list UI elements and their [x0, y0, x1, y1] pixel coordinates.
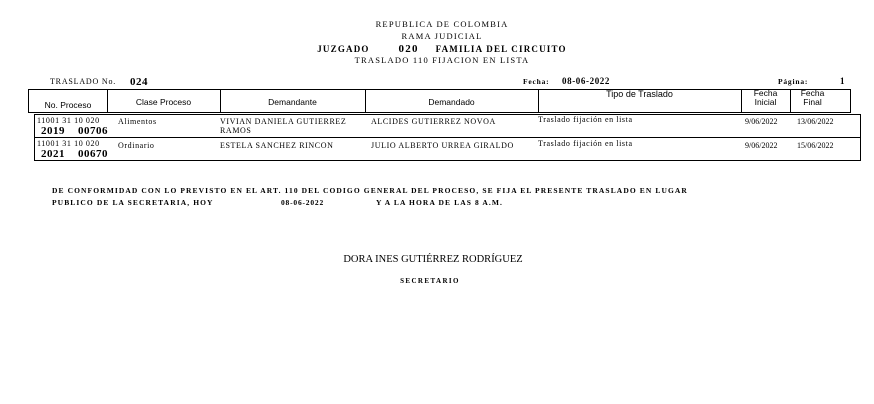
row-clase: Alimentos: [118, 117, 157, 126]
juzgado-number: 020: [398, 43, 419, 55]
signature-title: SECRETARIO: [400, 277, 460, 285]
col-header-fecha-inicial: [741, 89, 790, 107]
col-header-tipo: Tipo de Traslado: [606, 89, 673, 99]
header-line-republica: REPUBLICA DE COLOMBIA: [375, 19, 509, 29]
row-year: 2019: [41, 125, 65, 137]
signature-name: DORA INES GUTIÉRREZ RODRÍGUEZ: [343, 254, 523, 265]
row-tipo: Traslado fijación en lista: [538, 115, 633, 124]
fecha-label: Fecha:: [523, 77, 550, 86]
row-clase: Ordinario: [118, 141, 155, 150]
header-subtitle: TRASLADO 110 FIJACION EN LISTA: [354, 55, 530, 65]
fecha-inicial-line2: Inicial: [754, 97, 777, 107]
row-fecha-final: 13/06/2022: [797, 117, 834, 126]
pagina-label: Página:: [778, 77, 809, 86]
juzgado-name: FAMILIA DEL CIRCUITO: [435, 44, 567, 54]
header-juzgado: [0, 43, 874, 55]
row-demandante: VIVIAN DANIELA GUTIERREZ: [220, 117, 347, 126]
row-demandante: ESTELA SANCHEZ RINCON: [220, 141, 334, 150]
row-year: 2021: [41, 148, 65, 160]
notice-line2-hour: Y A LA HORA DE LAS 8 A.M.: [376, 198, 504, 207]
row-divider: [34, 137, 861, 138]
pagina-value: 1: [840, 76, 845, 86]
row-number: 00670: [78, 148, 108, 160]
fecha-final-line1: Fecha: [800, 88, 825, 98]
col-header-no-proceso: No. Proceso: [44, 100, 92, 110]
row-fecha-inicial: 9/06/2022: [745, 141, 778, 150]
notice-line2-date: 08-06-2022: [281, 198, 324, 207]
col-header-fecha-final: [790, 89, 835, 107]
fecha-final-line2: Final: [803, 97, 822, 107]
notice-line2-text: PUBLICO DE LA SECRETARIA, HOY: [52, 198, 214, 207]
col-header-demandante: Demandante: [268, 97, 317, 107]
fecha-inicial-line1: Fecha: [753, 88, 778, 98]
row-tipo: Traslado fijación en lista: [538, 139, 633, 148]
row-number: 00706: [78, 125, 108, 137]
row-fecha-final: 15/06/2022: [797, 141, 834, 150]
col-header-demandado: Demandado: [428, 97, 475, 107]
traslado-label: TRASLADO No.: [50, 77, 117, 86]
traslado-number: 024: [130, 76, 148, 88]
juzgado-label: JUZGADO: [317, 44, 370, 54]
row-demandado: ALCIDES GUTIERREZ NOVOA: [371, 117, 496, 126]
row-code: 11001 31 10 020: [37, 116, 100, 125]
col-header-clase: Clase Proceso: [135, 97, 192, 107]
row-demandado: JULIO ALBERTO URREA GIRALDO: [371, 141, 514, 150]
row-demandante-cont: RAMOS: [220, 126, 252, 135]
notice-line1: DE CONFORMIDAD CON LO PREVISTO EN EL ART. 110 DEL CODIGO GENERAL DEL PROCESO, SE FIJA EL PRESENTE TRASLADO EN LUGAR: [52, 186, 688, 195]
fecha-value: 08-06-2022: [562, 76, 610, 86]
header-line-rama: RAMA JUDICIAL: [401, 31, 483, 41]
row-fecha-inicial: 9/06/2022: [745, 117, 778, 126]
row-code: 11001 31 10 020: [37, 139, 100, 148]
